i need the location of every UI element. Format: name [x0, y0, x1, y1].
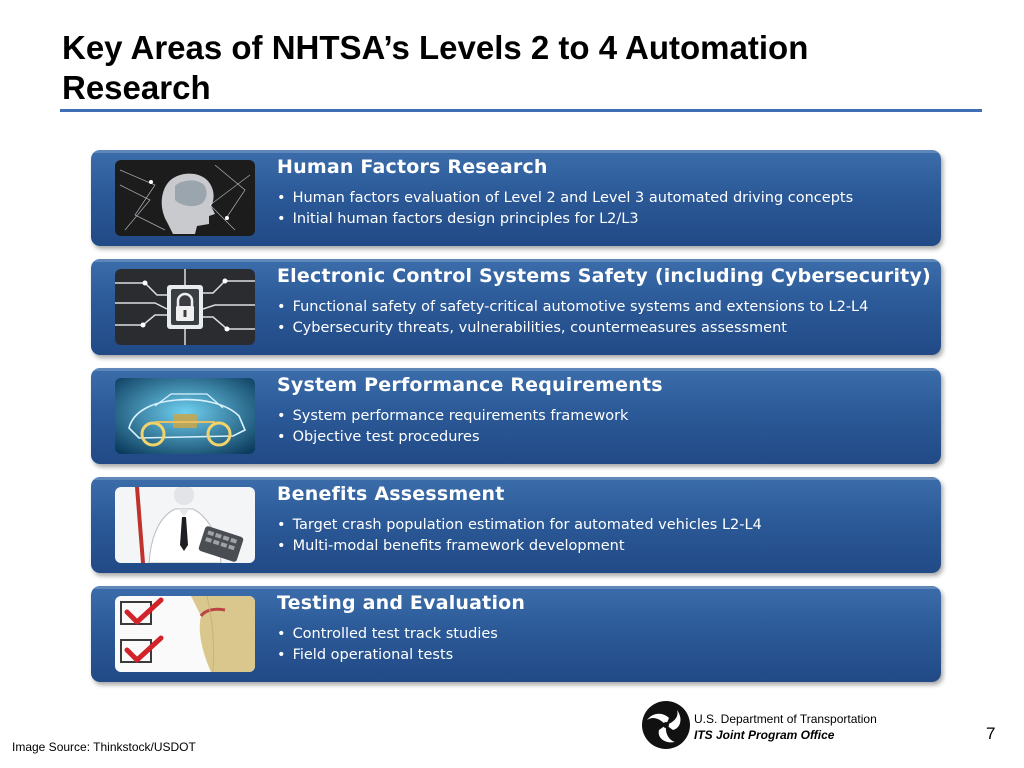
bullet-item: • System performance requirements framework [277, 406, 628, 427]
bullet-item: • Initial human factors design principles for L2/L3 [277, 209, 853, 230]
bullet-list [277, 297, 868, 339]
usdot-logo-icon [641, 700, 691, 750]
bullet-item: • Multi-modal benefits framework development [277, 536, 762, 557]
bullet-list [277, 406, 628, 448]
checklist-icon [115, 596, 255, 672]
bullet-item: • Objective test procedures [277, 427, 628, 448]
office-name: ITS Joint Program Office [694, 728, 835, 742]
image-source-caption: Image Source: Thinkstock/USDOT [12, 740, 196, 754]
card-testing-evaluation [91, 586, 941, 682]
card-title: Benefits Assessment [277, 483, 505, 505]
card-title: Testing and Evaluation [277, 592, 526, 614]
bullet-item: • Controlled test track studies [277, 624, 498, 645]
bullet-item: • Cybersecurity threats, vulnerabilities, countermeasures assessment [277, 318, 868, 339]
human-head-icon [115, 160, 255, 236]
bullet-item: • Functional safety of safety-critical automotive systems and extensions to L2-L4 [277, 297, 868, 318]
card-title: Human Factors Research [277, 156, 548, 178]
page-number: 7 [986, 724, 996, 743]
title-divider [60, 109, 982, 112]
card-system-performance [91, 368, 941, 464]
card-title: Electronic Control Systems Safety (including Cybersecurity) [277, 265, 931, 287]
card-electronic-control [91, 259, 941, 355]
car-xray-icon [115, 378, 255, 454]
bullet-list [277, 188, 853, 230]
agency-name: U.S. Department of Transportation [694, 712, 877, 726]
slide-title: Key Areas of NHTSA’s Levels 2 to 4 Automation Research [62, 29, 809, 106]
bullet-list [277, 515, 762, 557]
bullet-item: • Human factors evaluation of Level 2 and Level 3 automated driving concepts [277, 188, 853, 209]
card-benefits-assessment [91, 477, 941, 573]
card-title: System Performance Requirements [277, 374, 663, 396]
circuit-lock-icon [115, 269, 255, 345]
bullet-item: • Target crash population estimation for automated vehicles L2-L4 [277, 515, 762, 536]
businessman-calculator-icon [115, 487, 255, 563]
bullet-item: • Field operational tests [277, 645, 498, 666]
bullet-list [277, 624, 498, 666]
card-human-factors [91, 150, 941, 246]
